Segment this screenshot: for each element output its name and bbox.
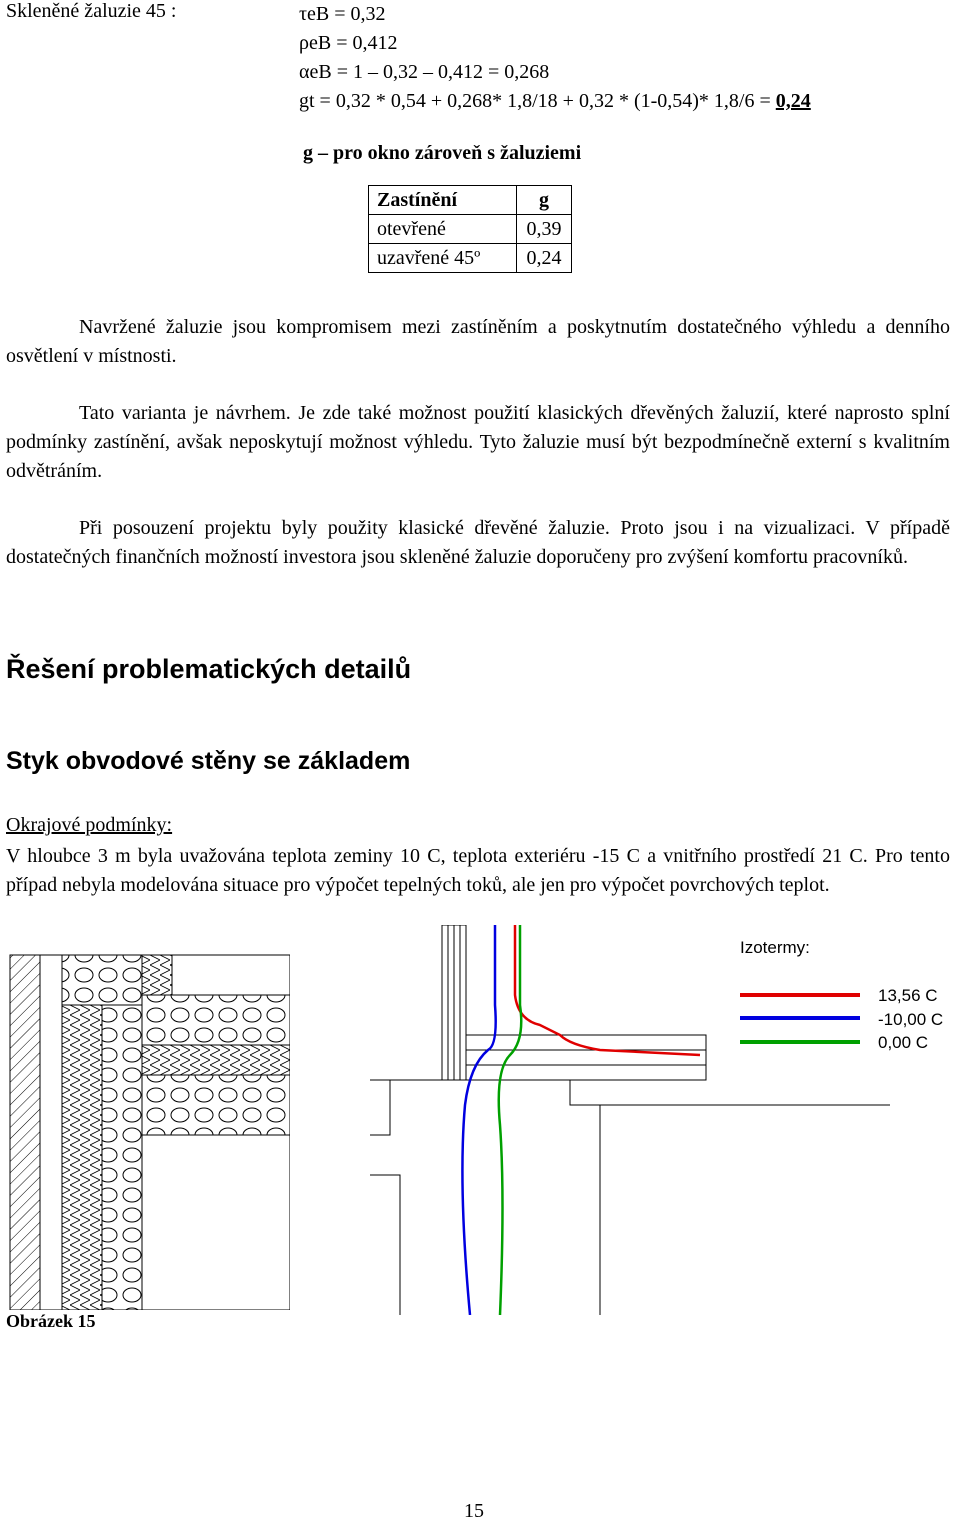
- table-cell: 0,24: [517, 244, 572, 273]
- table-title: g – pro okno zároveň s žaluziemi: [303, 142, 582, 164]
- table-header: g: [517, 186, 572, 215]
- figure-caption: Obrázek 15: [6, 1311, 96, 1331]
- formula-rho: ρeB = 0,412: [299, 32, 398, 54]
- page-number: 15: [464, 1500, 484, 1522]
- paragraph-3-box: [6, 514, 950, 572]
- legend-label: 0,00 C: [878, 1033, 929, 1052]
- legend-title: Izotermy:: [740, 938, 810, 957]
- table-cell: otevřené: [369, 215, 517, 244]
- paragraph-3: Při posouzení projektu byly použity klasické dřevěné žaluzie. Proto jsou i na vizualizaci. V případě dostatečných finančních možností investora jsou skleněné žaluzie doporučeny pro zvýšení komfortu pracovníků.: [6, 517, 950, 568]
- paragraph-1-box: [6, 313, 950, 371]
- formula-alpha: αeB = 1 – 0,32 – 0,412 = 0,268: [299, 61, 550, 83]
- heading-wall-foundation: Styk obvodové stěny se základem: [6, 747, 411, 775]
- table-header: Zastínění: [369, 186, 517, 215]
- conditions-label: Okrajové podmínky:: [6, 814, 173, 836]
- formula-gt-text: gt = 0,32 * 0,54 + 0,268* 1,8/18 + 0,32 * (1-0,54)* 1,8/6 =: [299, 90, 776, 112]
- legend-label: -10,00 C: [878, 1010, 944, 1029]
- table-cell: uzavřené 45º: [369, 244, 517, 273]
- heading-details: Řešení problematických detailů: [6, 654, 412, 684]
- blinds-label: Skleněné žaluzie 45 :: [6, 0, 177, 22]
- formula-gt: [299, 87, 811, 116]
- g-table: [368, 185, 572, 273]
- conditions-box: [6, 842, 950, 900]
- formula-tau: τeB = 0,32: [299, 3, 386, 25]
- construction-detail-drawing: [0, 945, 290, 1310]
- paragraph-1: Navržené žaluzie jsou kompromisem mezi zastíněním a poskytnutím dostatečného výhledu a denního osvětlení v místnosti.: [6, 316, 950, 367]
- table-row: [369, 215, 572, 244]
- legend-label: 13,56 C: [878, 986, 938, 1005]
- conditions-text: V hloubce 3 m byla uvažována teplota zeminy 10 C, teplota exteriéru -15 C a vnitřního prostředí 21 C. Pro tento případ nebyla modelována situace pro výpočet tepelných toků, ale jen pro výpočet povrchových teplot.: [6, 845, 950, 896]
- formula-block: [299, 0, 811, 116]
- table-cell: 0,39: [517, 215, 572, 244]
- paragraph-2: Tato varianta je návrhem. Je zde také možnost použití klasických dřevěných žaluzií, které naprosto splní podmínky zastínění, avšak neposkytují možnost výhledu. Tyto žaluzie musí být bezpodmínečně externí s kvalitním odvětráním.: [6, 402, 950, 482]
- table-header-row: [369, 186, 572, 215]
- isotherm-drawing: [370, 925, 960, 1315]
- paragraph-2-box: [6, 399, 950, 486]
- formula-result: 0,24: [775, 90, 811, 112]
- table-row: [369, 244, 572, 273]
